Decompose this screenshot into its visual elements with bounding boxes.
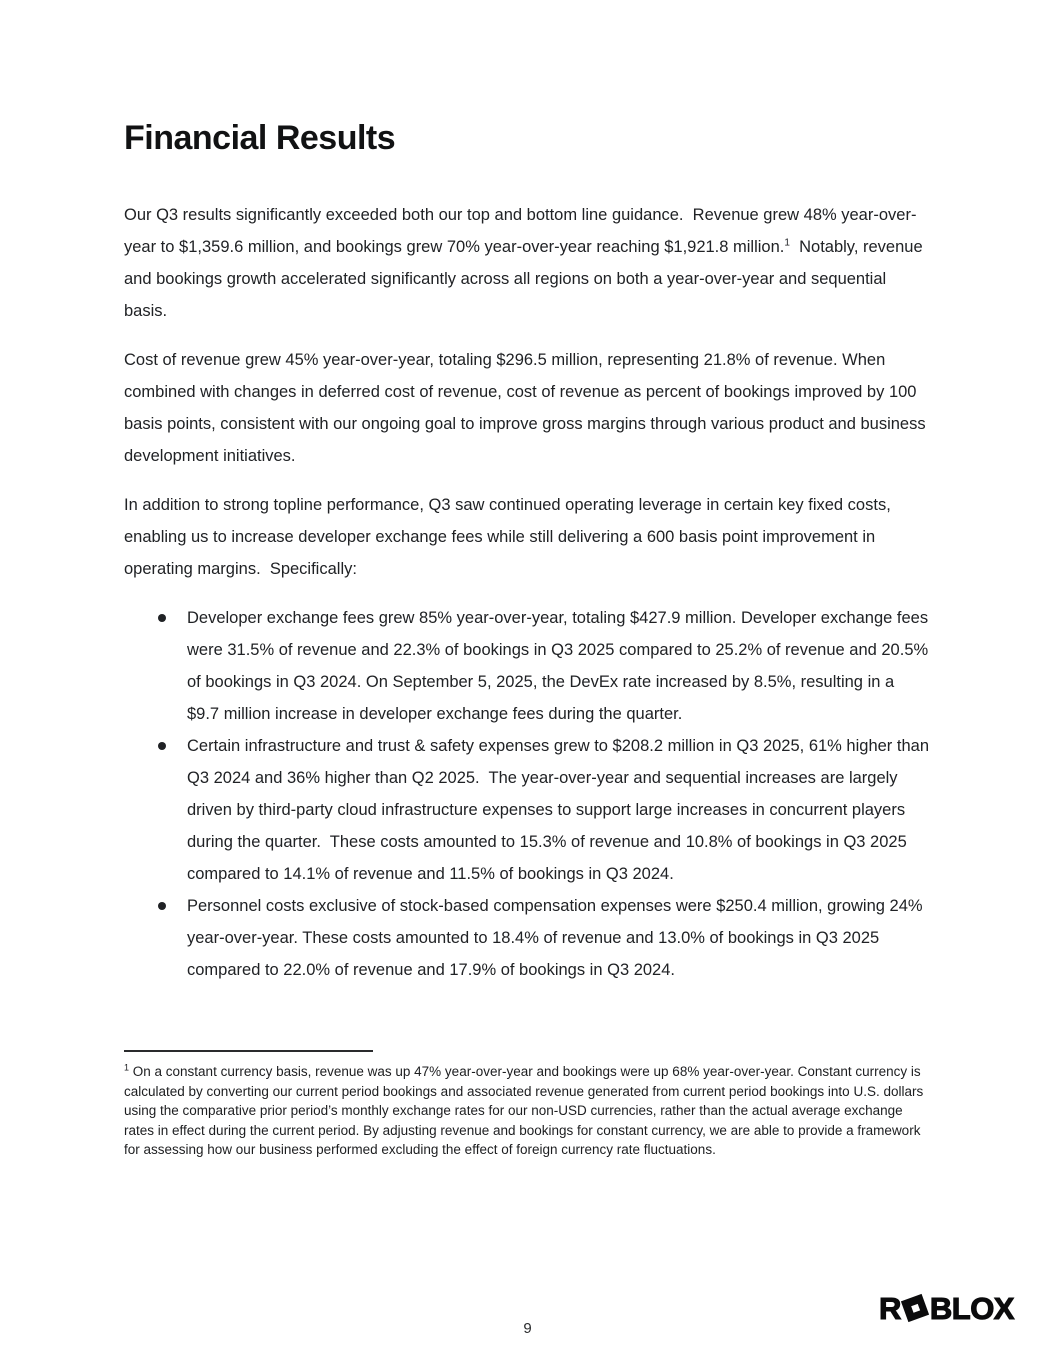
bullet-dot-icon [158,742,166,750]
bullet-dot-icon [158,902,166,910]
page-number: 9 [523,1320,532,1337]
roblox-logo-letters-blox: BLOX [929,1291,1014,1326]
footnote-text [124,1062,930,1160]
bullet-dot-icon [158,614,166,622]
paragraph-3: In addition to strong topline performance, Q3 saw continued operating leverage in certain key fixed costs, enabling us to increase developer exchange fees while still delivering a 600 basis point improvement in operating margins. Specifically: [124,496,896,578]
paragraph-2: Cost of revenue grew 45% year-over-year, totaling $296.5 million, representing 21.8% of revenue. When combined with changes in deferred cost of revenue, cost of revenue as percent of bookings improved by 100 basis points, consistent with our ongoing goal to improve gross margins through various product and business development initiatives. [124,351,931,465]
footnote-body: On a constant currency basis, revenue was up 47% year-over-year and bookings were up 68% year-over-year. Constant currency is calculated by converting our current period bookings and associated revenue generated from current period bookings into U.S. dollars using the comparative prior period’s monthly exchange rates for our non-USD currencies, rather than the actual average exchange rates in effect during the current period. By adjusting revenue and bookings for constant currency, we are able to provide a framework for assessing how our business performed excluding the effect of foreign currency rate fluctuations. [124,1064,927,1157]
roblox-logo-letter-r: R [878,1291,901,1326]
bullet-list [124,602,934,986]
paragraph-1-text: Our Q3 results significantly exceeded both our top and bottom line guidance. Revenue grew 48% year-over-year to $1,359.6 million, and bookings grew 70% year-over-year reaching $1,921.8 million. [124,206,917,256]
bullet-text: Certain infrastructure and trust & safety expenses grew to $208.2 million in Q3 2025, 61% higher than Q3 2024 and 36% higher than Q2 2025. The year-over-year and sequential increases are largely driven by third-party cloud infrastructure expenses to support large increases in concurrent players during the quarter. These costs amounted to 15.3% of revenue and 10.8% of bookings in Q3 2025 compared to 14.1% of revenue and 11.5% of bookings in Q3 2024. [187,737,934,883]
bullet-item-devex [124,602,933,730]
paragraph-1-text-after: Notably, revenue and bookings growth accelerated significantly across all regions on both a year-over-year and sequential basis. [124,238,928,320]
roblox-tilted-square-icon [901,1294,929,1322]
bullet-item-infrastructure [124,730,934,890]
bullet-item-personnel [124,890,930,986]
bullet-text: Developer exchange fees grew 85% year-over-year, totaling $427.9 million. Developer exchange fees were 31.5% of revenue and 22.3% of bookings in Q3 2025 compared to 25.2% of revenue and 20.5% of bookings in Q3 2024. On September 5, 2025, the DevEx rate increased by 8.5%, resulting in a $9.7 million increase in developer exchange fees during the quarter. [187,609,933,723]
footnote-ref-marker: 1 [784,237,790,249]
footnote-divider [124,1050,373,1052]
page-title: Financial Results [124,119,396,157]
footnote-number: 1 [124,1062,130,1073]
bullet-text: Personnel costs exclusive of stock-based compensation expenses were $250.4 million, growing 24% year-over-year. These costs amounted to 18.4% of revenue and 13.0% of bookings in Q3 2025 compared to 22.0% of revenue and 17.9% of bookings in Q3 2024. [187,897,928,979]
roblox-logo [879,1291,1014,1327]
footnote-section [124,1050,930,1160]
paragraph-1 [124,199,930,327]
